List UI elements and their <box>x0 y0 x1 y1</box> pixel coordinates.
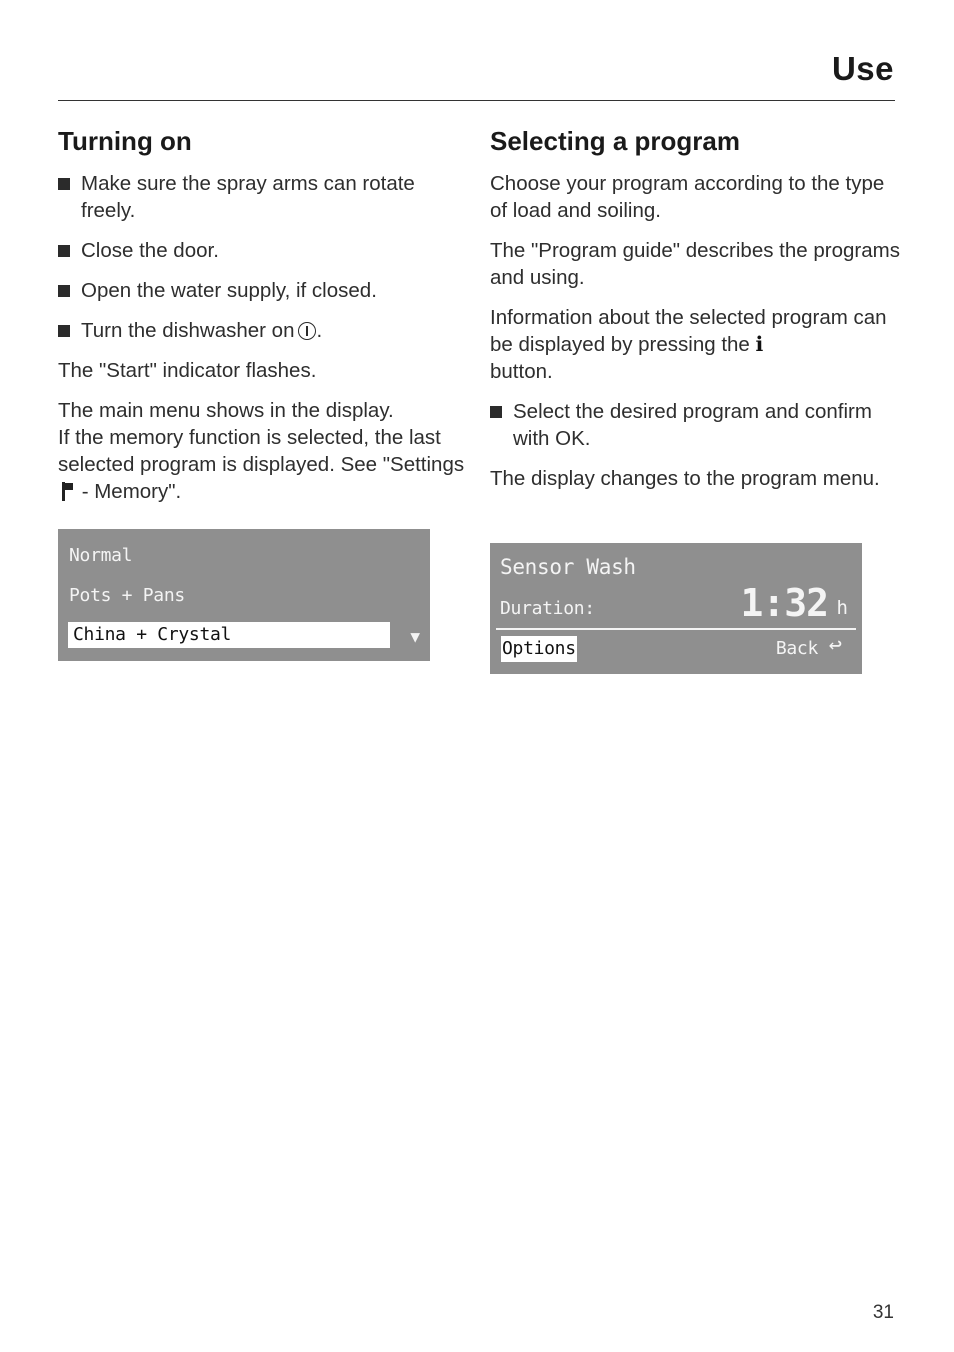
info-text-start: Information about the selected program can be displayed by pressing the <box>490 306 887 356</box>
bullet-text: Select the desired program and confirm with OK. <box>513 400 872 450</box>
list-item <box>490 398 900 452</box>
main-menu-text <box>58 397 468 505</box>
bullet-text: Close the door. <box>81 239 219 262</box>
duration-label: Duration: <box>500 598 595 619</box>
program-name: Sensor Wash <box>500 555 636 579</box>
info-text-end: button. <box>490 360 553 383</box>
options-label: Options <box>501 636 577 662</box>
display-changes-text: The display changes to the program menu. <box>490 467 880 490</box>
bullet-square-icon <box>58 170 81 224</box>
bullet-square-icon <box>58 277 81 304</box>
list-item <box>58 237 468 264</box>
main-menu-display <box>58 529 430 661</box>
selecting-program-section <box>490 124 900 505</box>
bullet-text: Turn the dishwasher on <box>81 319 295 342</box>
main-menu-line1: The main menu shows in the display. <box>58 399 394 422</box>
program-menu-display <box>490 543 862 674</box>
menu-item-normal: Normal <box>69 545 133 566</box>
bullet-text: Make sure the spray arms can rotate freely. <box>81 172 415 222</box>
list-item <box>58 317 468 344</box>
memory-text: If the memory function is selected, the last selected program is displayed. See "Settings <box>58 426 465 476</box>
header-divider <box>58 100 895 101</box>
back-label: Back <box>775 638 818 659</box>
back-arrow-icon: ↩ <box>828 633 842 658</box>
bullet-square-icon <box>490 398 513 452</box>
turning-on-heading: Turning on <box>58 126 192 156</box>
turning-on-section <box>58 124 468 518</box>
info-text <box>490 304 900 385</box>
memory-text-end: - Memory". <box>76 480 182 503</box>
info-icon: i <box>755 332 764 356</box>
duration-time: 1:32 <box>740 581 828 625</box>
selecting-program-heading: Selecting a program <box>490 126 740 156</box>
list-item <box>58 170 468 224</box>
menu-item-selected: China + Crystal <box>68 622 390 648</box>
duration-unit: h <box>836 597 848 619</box>
start-indicator-text: The "Start" indicator flashes. <box>58 359 317 382</box>
program-guide-text: The "Program guide" describes the programs and using. <box>490 239 900 289</box>
bullet-square-icon <box>58 317 81 344</box>
page-number: 31 <box>872 1302 894 1323</box>
bullet-text: Open the water supply, if closed. <box>81 279 377 302</box>
power-on-icon <box>298 322 316 340</box>
settings-flag-icon <box>60 481 74 501</box>
bullet-suffix: . <box>316 319 323 342</box>
display-divider <box>496 628 856 630</box>
bullet-square-icon <box>58 237 81 264</box>
page-title: Use <box>831 50 894 87</box>
choose-program-text: Choose your program according to the type of load and soiling. <box>490 172 885 222</box>
menu-item-pots-pans: Pots + Pans <box>69 585 185 606</box>
scroll-down-arrow-icon: ▼ <box>410 627 420 646</box>
list-item <box>58 277 468 304</box>
